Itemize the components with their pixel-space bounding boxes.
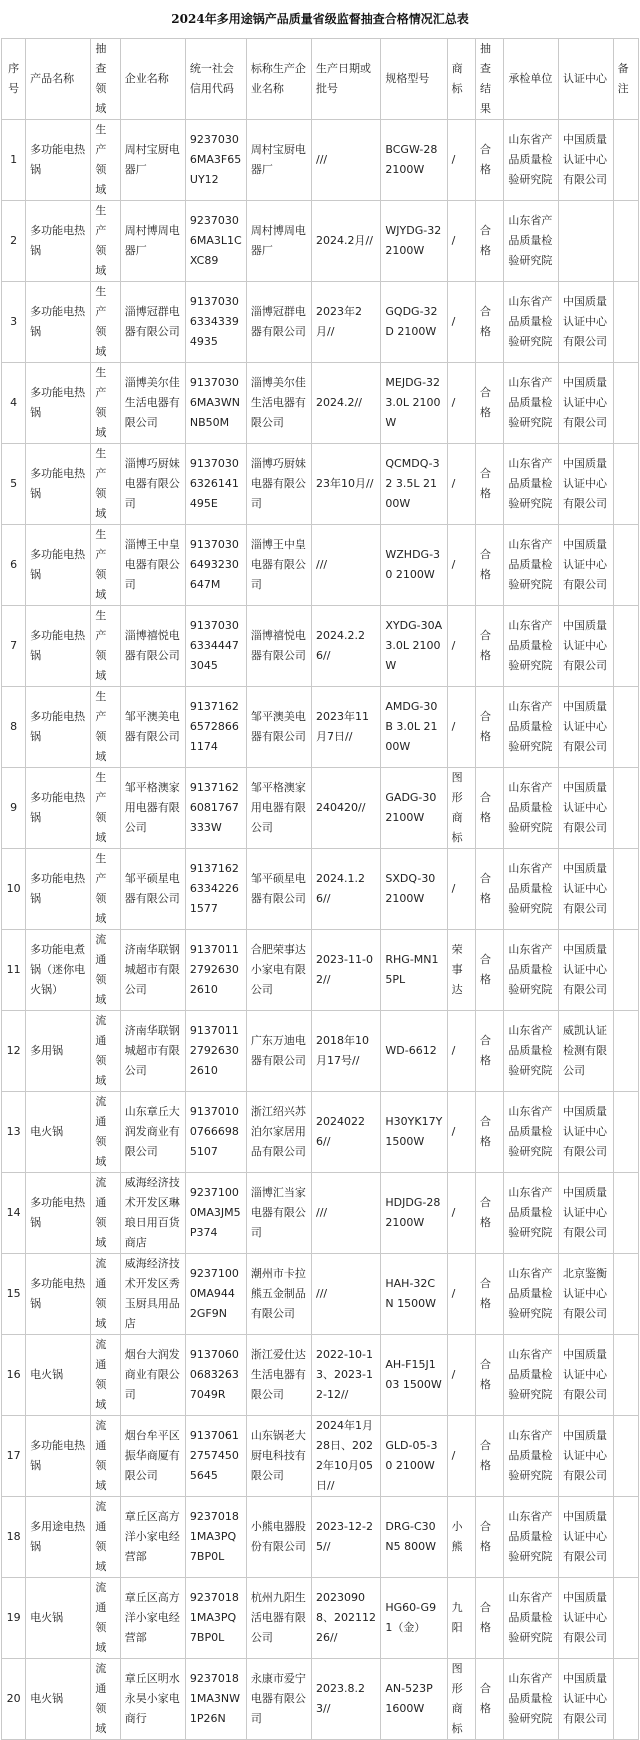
cell-inspection-unit: 山东省产品质量检验研究院 — [504, 363, 559, 444]
cell-model: GQDG-32D 2100W — [381, 282, 447, 363]
cell-trademark: / — [447, 1254, 475, 1335]
cell-company-name: 威海经济技术开发区琳琅日用百货商店 — [120, 1173, 185, 1254]
cell-index: 17 — [2, 1416, 26, 1497]
cell-credit-code: 913706127574505645 — [185, 1416, 246, 1497]
cell-index: 2 — [2, 201, 26, 282]
cell-credit-code: 92370306MA3F65UY12 — [185, 120, 246, 201]
cell-company-name: 烟台牟平区振华商厦有限公司 — [120, 1416, 185, 1497]
cell-index: 9 — [2, 768, 26, 849]
cell-result: 合格 — [475, 849, 503, 930]
cell-credit-code: 92371000MA9442GF9N — [185, 1254, 246, 1335]
table-row — [2, 768, 639, 849]
cell-certification-center: 北京鉴衡认证中心有限公司 — [559, 1254, 614, 1335]
cell-trademark: / — [447, 1335, 475, 1416]
cell-nominal-manufacturer: 淄博美尔佳生活电器有限公司 — [246, 363, 311, 444]
cell-certification-center: 中国质量认证中心有限公司 — [559, 849, 614, 930]
cell-production-date: 240420// — [312, 768, 381, 849]
cell-product-name: 多功能电热锅 — [26, 687, 91, 768]
cell-credit-code: 913703063343394935 — [185, 282, 246, 363]
cell-product-name: 多功能电热锅 — [26, 1416, 91, 1497]
cell-index: 11 — [2, 930, 26, 1011]
cell-certification-center: 中国质量认证中心有限公司 — [559, 1578, 614, 1659]
header-product-name: 产品名称 — [26, 39, 91, 120]
cell-company-name: 济南华联钢城超市有限公司 — [120, 1011, 185, 1092]
cell-sampling-field: 生产领域 — [91, 282, 120, 363]
cell-trademark: / — [447, 1173, 475, 1254]
cell-model: SXDQ-30 2100W — [381, 849, 447, 930]
cell-model: XYDG-30A 3.0L 2100W — [381, 606, 447, 687]
cell-result: 合格 — [475, 687, 503, 768]
cell-trademark: / — [447, 282, 475, 363]
cell-trademark: / — [447, 444, 475, 525]
cell-trademark: / — [447, 1416, 475, 1497]
cell-credit-code: 913701127926302610 — [185, 1011, 246, 1092]
cell-inspection-unit: 山东省产品质量检验研究院 — [504, 120, 559, 201]
cell-model: H30YK17Y 1500W — [381, 1092, 447, 1173]
cell-nominal-manufacturer: 小熊电器股份有限公司 — [246, 1497, 311, 1578]
cell-index: 8 — [2, 687, 26, 768]
cell-credit-code: 92370181MA3PQ7BP0L — [185, 1497, 246, 1578]
cell-production-date: /// — [312, 1254, 381, 1335]
cell-result: 合格 — [475, 1416, 503, 1497]
cell-company-name: 章丘区高方洋小家电经营部 — [120, 1497, 185, 1578]
cell-product-name: 多功能电热锅 — [26, 768, 91, 849]
cell-product-name: 多功能电热锅 — [26, 363, 91, 444]
cell-index: 18 — [2, 1497, 26, 1578]
cell-remarks — [613, 1335, 638, 1416]
header-sampling-field: 抽查领域 — [91, 39, 120, 120]
table-header — [2, 39, 639, 120]
cell-inspection-unit: 山东省产品质量检验研究院 — [504, 1659, 559, 1740]
cell-model: QCMDQ-32 3.5L 2100W — [381, 444, 447, 525]
cell-nominal-manufacturer: 邹平格澳家用电器有限公司 — [246, 768, 311, 849]
cell-nominal-manufacturer: 邹平澳美电器有限公司 — [246, 687, 311, 768]
cell-remarks — [613, 1659, 638, 1740]
cell-result: 合格 — [475, 1335, 503, 1416]
cell-index: 3 — [2, 282, 26, 363]
cell-product-name: 多功能电热锅 — [26, 120, 91, 201]
header-row — [2, 39, 639, 120]
cell-sampling-field: 流通领域 — [91, 1335, 120, 1416]
table-row — [2, 606, 639, 687]
cell-credit-code: 92370181MA3PQ7BP0L — [185, 1578, 246, 1659]
cell-sampling-field: 生产领域 — [91, 768, 120, 849]
cell-production-date: 20230908、20211226// — [312, 1578, 381, 1659]
cell-product-name: 电火锅 — [26, 1092, 91, 1173]
cell-production-date: 2023-12-25// — [312, 1497, 381, 1578]
cell-model: WZHDG-30 2100W — [381, 525, 447, 606]
cell-remarks — [613, 687, 638, 768]
cell-index: 13 — [2, 1092, 26, 1173]
cell-remarks — [613, 120, 638, 201]
cell-model: WD-6612 — [381, 1011, 447, 1092]
table-row — [2, 1416, 639, 1497]
cell-nominal-manufacturer: 邹平硕星电器有限公司 — [246, 849, 311, 930]
cell-credit-code: 91370306MA3WNNB50M — [185, 363, 246, 444]
cell-credit-code: 913706006832637049R — [185, 1335, 246, 1416]
cell-sampling-field: 流通领域 — [91, 930, 120, 1011]
cell-production-date: 2023-11-02// — [312, 930, 381, 1011]
cell-inspection-unit: 山东省产品质量检验研究院 — [504, 1173, 559, 1254]
cell-sampling-field: 流通领域 — [91, 1659, 120, 1740]
cell-sampling-field: 流通领域 — [91, 1578, 120, 1659]
cell-remarks — [613, 768, 638, 849]
cell-nominal-manufacturer: 山东锅老大厨电科技有限公司 — [246, 1416, 311, 1497]
cell-company-name: 山东章丘大润发商业有限公司 — [120, 1092, 185, 1173]
cell-model: GADG-30 2100W — [381, 768, 447, 849]
cell-product-name: 多用途电热锅 — [26, 1497, 91, 1578]
cell-nominal-manufacturer: 合肥荣事达小家电有限公司 — [246, 930, 311, 1011]
cell-index: 4 — [2, 363, 26, 444]
cell-nominal-manufacturer: 潮州市卡拉熊五金制品有限公司 — [246, 1254, 311, 1335]
cell-company-name: 烟台大润发商业有限公司 — [120, 1335, 185, 1416]
cell-sampling-field: 流通领域 — [91, 1092, 120, 1173]
cell-remarks — [613, 363, 638, 444]
cell-credit-code: 913716263342261577 — [185, 849, 246, 930]
cell-credit-code: 91370306326141495E — [185, 444, 246, 525]
cell-result: 合格 — [475, 606, 503, 687]
cell-index: 6 — [2, 525, 26, 606]
cell-nominal-manufacturer: 淄博王中皇电器有限公司 — [246, 525, 311, 606]
cell-production-date: /// — [312, 1173, 381, 1254]
header-result: 抽查结果 — [475, 39, 503, 120]
cell-credit-code: 91370306493230647M — [185, 525, 246, 606]
cell-result: 合格 — [475, 1254, 503, 1335]
cell-certification-center: 中国质量认证中心有限公司 — [559, 1173, 614, 1254]
table-row — [2, 1659, 639, 1740]
cell-product-name: 多功能电热锅 — [26, 444, 91, 525]
cell-production-date: 2023年11月7日// — [312, 687, 381, 768]
cell-nominal-manufacturer: 周村博周电器厂 — [246, 201, 311, 282]
cell-result: 合格 — [475, 1578, 503, 1659]
cell-product-name: 多功能电热锅 — [26, 201, 91, 282]
cell-trademark: 小熊 — [447, 1497, 475, 1578]
cell-inspection-unit: 山东省产品质量检验研究院 — [504, 606, 559, 687]
cell-product-name: 多功能电热锅 — [26, 849, 91, 930]
table-row — [2, 282, 639, 363]
cell-inspection-unit: 山东省产品质量检验研究院 — [504, 930, 559, 1011]
cell-trademark: / — [447, 849, 475, 930]
cell-remarks — [613, 1416, 638, 1497]
cell-credit-code: 913703063344473045 — [185, 606, 246, 687]
cell-result: 合格 — [475, 930, 503, 1011]
cell-index: 16 — [2, 1335, 26, 1416]
cell-remarks — [613, 606, 638, 687]
cell-company-name: 邹平澳美电器有限公司 — [120, 687, 185, 768]
table-row — [2, 525, 639, 606]
cell-remarks — [613, 282, 638, 363]
cell-index: 7 — [2, 606, 26, 687]
cell-credit-code: 91371626081767333W — [185, 768, 246, 849]
cell-index: 1 — [2, 120, 26, 201]
header-remarks: 备注 — [613, 39, 638, 120]
cell-sampling-field: 生产领域 — [91, 363, 120, 444]
cell-inspection-unit: 山东省产品质量检验研究院 — [504, 525, 559, 606]
cell-result: 合格 — [475, 1659, 503, 1740]
cell-inspection-unit: 山东省产品质量检验研究院 — [504, 1254, 559, 1335]
header-model: 规格型号 — [381, 39, 447, 120]
table-row — [2, 1011, 639, 1092]
cell-product-name: 电火锅 — [26, 1659, 91, 1740]
cell-trademark: / — [447, 606, 475, 687]
cell-certification-center: 中国质量认证中心有限公司 — [559, 444, 614, 525]
cell-sampling-field: 生产领域 — [91, 444, 120, 525]
cell-model: AN-523P 1600W — [381, 1659, 447, 1740]
cell-inspection-unit: 山东省产品质量检验研究院 — [504, 1497, 559, 1578]
cell-sampling-field: 生产领域 — [91, 201, 120, 282]
cell-model: AH-F15J103 1500W — [381, 1335, 447, 1416]
cell-trademark: / — [447, 1092, 475, 1173]
cell-index: 5 — [2, 444, 26, 525]
cell-product-name: 多功能电热锅 — [26, 1173, 91, 1254]
cell-trademark: 图形商标 — [447, 1659, 475, 1740]
cell-nominal-manufacturer: 永康市爱宁电器有限公司 — [246, 1659, 311, 1740]
cell-certification-center: 中国质量认证中心有限公司 — [559, 120, 614, 201]
cell-production-date: 2024.2// — [312, 363, 381, 444]
cell-production-date: /// — [312, 120, 381, 201]
inspection-table — [1, 38, 639, 1740]
cell-credit-code: 913701127926302610 — [185, 930, 246, 1011]
cell-sampling-field: 生产领域 — [91, 687, 120, 768]
cell-certification-center — [559, 201, 614, 282]
cell-company-name: 威海经济技术开发区秀玉厨具用品店 — [120, 1254, 185, 1335]
cell-company-name: 周村宝厨电器厂 — [120, 120, 185, 201]
cell-production-date: 20240226// — [312, 1092, 381, 1173]
cell-result: 合格 — [475, 1011, 503, 1092]
cell-index: 10 — [2, 849, 26, 930]
cell-certification-center: 中国质量认证中心有限公司 — [559, 687, 614, 768]
cell-credit-code: 92370306MA3L1CXC89 — [185, 201, 246, 282]
cell-product-name: 多用锅 — [26, 1011, 91, 1092]
cell-company-name: 邹平格澳家用电器有限公司 — [120, 768, 185, 849]
cell-nominal-manufacturer: 浙江绍兴苏泊尔家居用品有限公司 — [246, 1092, 311, 1173]
cell-certification-center: 中国质量认证中心有限公司 — [559, 282, 614, 363]
cell-certification-center: 中国质量认证中心有限公司 — [559, 525, 614, 606]
cell-inspection-unit: 山东省产品质量检验研究院 — [504, 849, 559, 930]
cell-company-name: 济南华联钢城超市有限公司 — [120, 930, 185, 1011]
header-nominal-manufacturer: 标称生产企业名称 — [246, 39, 311, 120]
cell-remarks — [613, 444, 638, 525]
cell-remarks — [613, 930, 638, 1011]
cell-production-date: 2024年1月28日、2022年10月05日// — [312, 1416, 381, 1497]
cell-trademark: / — [447, 120, 475, 201]
cell-inspection-unit: 山东省产品质量检验研究院 — [504, 1578, 559, 1659]
cell-company-name: 淄博巧厨妹电器有限公司 — [120, 444, 185, 525]
cell-remarks — [613, 849, 638, 930]
cell-result: 合格 — [475, 1497, 503, 1578]
cell-sampling-field: 生产领域 — [91, 606, 120, 687]
cell-inspection-unit: 山东省产品质量检验研究院 — [504, 1011, 559, 1092]
cell-certification-center: 中国质量认证中心有限公司 — [559, 606, 614, 687]
cell-nominal-manufacturer: 周村宝厨电器厂 — [246, 120, 311, 201]
cell-certification-center: 中国质量认证中心有限公司 — [559, 1416, 614, 1497]
cell-trademark: / — [447, 201, 475, 282]
cell-sampling-field: 生产领域 — [91, 849, 120, 930]
cell-inspection-unit: 山东省产品质量检验研究院 — [504, 1416, 559, 1497]
cell-certification-center: 中国质量认证中心有限公司 — [559, 930, 614, 1011]
cell-sampling-field: 流通领域 — [91, 1416, 120, 1497]
cell-company-name: 淄博冠群电器有限公司 — [120, 282, 185, 363]
cell-production-date: 2023.8.23// — [312, 1659, 381, 1740]
cell-inspection-unit: 山东省产品质量检验研究院 — [504, 201, 559, 282]
header-production-date: 生产日期或批号 — [312, 39, 381, 120]
cell-product-name: 多功能电煮锅（迷你电火锅） — [26, 930, 91, 1011]
cell-index: 15 — [2, 1254, 26, 1335]
table-row — [2, 363, 639, 444]
cell-company-name: 邹平硕星电器有限公司 — [120, 849, 185, 930]
cell-index: 20 — [2, 1659, 26, 1740]
cell-model: BCGW-28 2100W — [381, 120, 447, 201]
header-credit-code: 统一社会信用代码 — [185, 39, 246, 120]
cell-company-name: 淄博王中皇电器有限公司 — [120, 525, 185, 606]
cell-trademark: 荣事达 — [447, 930, 475, 1011]
cell-company-name: 章丘区明水永昊小家电商行 — [120, 1659, 185, 1740]
cell-production-date: 23年10月// — [312, 444, 381, 525]
cell-credit-code: 92370181MA3NW1P26N — [185, 1659, 246, 1740]
cell-production-date: 2024.2.26// — [312, 606, 381, 687]
cell-sampling-field: 流通领域 — [91, 1011, 120, 1092]
cell-sampling-field: 流通领域 — [91, 1254, 120, 1335]
cell-product-name: 多功能电热锅 — [26, 525, 91, 606]
cell-certification-center: 中国质量认证中心有限公司 — [559, 1659, 614, 1740]
cell-credit-code: 913701007666985107 — [185, 1092, 246, 1173]
table-row — [2, 849, 639, 930]
cell-model: HAH-32CN 1500W — [381, 1254, 447, 1335]
cell-certification-center: 中国质量认证中心有限公司 — [559, 768, 614, 849]
cell-inspection-unit: 山东省产品质量检验研究院 — [504, 1335, 559, 1416]
cell-nominal-manufacturer: 淄博巧厨妹电器有限公司 — [246, 444, 311, 525]
cell-remarks — [613, 1173, 638, 1254]
cell-inspection-unit: 山东省产品质量检验研究院 — [504, 1092, 559, 1173]
cell-model: HG60-G91（金） — [381, 1578, 447, 1659]
cell-company-name: 淄博美尔佳生活电器有限公司 — [120, 363, 185, 444]
cell-model: HDJDG-28 2100W — [381, 1173, 447, 1254]
cell-result: 合格 — [475, 1173, 503, 1254]
table-row — [2, 687, 639, 768]
cell-sampling-field: 流通领域 — [91, 1173, 120, 1254]
cell-production-date: 2023年2月// — [312, 282, 381, 363]
table-row — [2, 1335, 639, 1416]
cell-trademark: 图形商标 — [447, 768, 475, 849]
cell-result: 合格 — [475, 444, 503, 525]
cell-inspection-unit: 山东省产品质量检验研究院 — [504, 687, 559, 768]
table-row — [2, 201, 639, 282]
cell-inspection-unit: 山东省产品质量检验研究院 — [504, 444, 559, 525]
cell-certification-center: 中国质量认证中心有限公司 — [559, 1335, 614, 1416]
header-company-name: 企业名称 — [120, 39, 185, 120]
cell-model: MEJDG-32 3.0L 2100W — [381, 363, 447, 444]
cell-remarks — [613, 1011, 638, 1092]
cell-result: 合格 — [475, 525, 503, 606]
cell-product-name: 多功能电热锅 — [26, 606, 91, 687]
cell-result: 合格 — [475, 282, 503, 363]
cell-product-name: 多功能电热锅 — [26, 282, 91, 363]
table-row — [2, 930, 639, 1011]
table-row — [2, 1497, 639, 1578]
cell-remarks — [613, 1092, 638, 1173]
cell-index: 19 — [2, 1578, 26, 1659]
cell-result: 合格 — [475, 1092, 503, 1173]
table-row — [2, 120, 639, 201]
cell-inspection-unit: 山东省产品质量检验研究院 — [504, 282, 559, 363]
cell-model: DRG-C30N5 800W — [381, 1497, 447, 1578]
cell-remarks — [613, 1497, 638, 1578]
cell-company-name: 周村博周电器厂 — [120, 201, 185, 282]
cell-result: 合格 — [475, 120, 503, 201]
cell-model: GLD-05-30 2100W — [381, 1416, 447, 1497]
table-row — [2, 1254, 639, 1335]
table-row — [2, 1578, 639, 1659]
cell-production-date: 2022-10-13、2023-12-12// — [312, 1335, 381, 1416]
cell-remarks — [613, 1254, 638, 1335]
cell-model: RHG-MN15PL — [381, 930, 447, 1011]
cell-certification-center: 中国质量认证中心有限公司 — [559, 1497, 614, 1578]
cell-index: 12 — [2, 1011, 26, 1092]
cell-sampling-field: 生产领域 — [91, 120, 120, 201]
cell-result: 合格 — [475, 201, 503, 282]
header-certification-center: 认证中心 — [559, 39, 614, 120]
header-index: 序号 — [2, 39, 26, 120]
cell-nominal-manufacturer: 淄博冠群电器有限公司 — [246, 282, 311, 363]
cell-inspection-unit: 山东省产品质量检验研究院 — [504, 768, 559, 849]
cell-product-name: 多功能电热锅 — [26, 1254, 91, 1335]
cell-production-date: 2024.2月// — [312, 201, 381, 282]
cell-trademark: / — [447, 525, 475, 606]
cell-result: 合格 — [475, 363, 503, 444]
cell-sampling-field: 生产领域 — [91, 525, 120, 606]
cell-production-date: 2018年10月17号// — [312, 1011, 381, 1092]
cell-credit-code: 913716265728661174 — [185, 687, 246, 768]
cell-nominal-manufacturer: 淄博禧悦电器有限公司 — [246, 606, 311, 687]
cell-trademark: 九阳 — [447, 1578, 475, 1659]
cell-company-name: 淄博禧悦电器有限公司 — [120, 606, 185, 687]
cell-remarks — [613, 525, 638, 606]
cell-trademark: / — [447, 687, 475, 768]
cell-production-date: 2024.1.26// — [312, 849, 381, 930]
cell-index: 14 — [2, 1173, 26, 1254]
cell-nominal-manufacturer: 淄博汇当家电器有限公司 — [246, 1173, 311, 1254]
cell-sampling-field: 流通领域 — [91, 1497, 120, 1578]
cell-company-name: 章丘区高方洋小家电经营部 — [120, 1578, 185, 1659]
cell-credit-code: 92371000MA3JM5P374 — [185, 1173, 246, 1254]
cell-result: 合格 — [475, 768, 503, 849]
cell-product-name: 电火锅 — [26, 1335, 91, 1416]
cell-model: WJYDG-32 2100W — [381, 201, 447, 282]
cell-remarks — [613, 1578, 638, 1659]
header-trademark: 商标 — [447, 39, 475, 120]
cell-model: AMDG-30B 3.0L 2100W — [381, 687, 447, 768]
table-row — [2, 1092, 639, 1173]
table-row — [2, 1173, 639, 1254]
cell-nominal-manufacturer: 广东万迪电器有限公司 — [246, 1011, 311, 1092]
cell-nominal-manufacturer: 杭州九阳生活电器有限公司 — [246, 1578, 311, 1659]
table-row — [2, 444, 639, 525]
header-inspection-unit: 承检单位 — [504, 39, 559, 120]
table-body — [2, 120, 639, 1740]
cell-certification-center: 中国质量认证中心有限公司 — [559, 363, 614, 444]
cell-nominal-manufacturer: 浙江爱仕达生活电器有限公司 — [246, 1335, 311, 1416]
cell-certification-center: 威凯认证检测有限公司 — [559, 1011, 614, 1092]
cell-trademark: / — [447, 363, 475, 444]
cell-certification-center: 中国质量认证中心有限公司 — [559, 1092, 614, 1173]
cell-trademark: / — [447, 1011, 475, 1092]
cell-remarks — [613, 201, 638, 282]
cell-product-name: 电火锅 — [26, 1578, 91, 1659]
cell-production-date: /// — [312, 525, 381, 606]
table-title: 2024年多用途锅产品质量省级监督抽查合格情况汇总表 — [171, 12, 469, 26]
